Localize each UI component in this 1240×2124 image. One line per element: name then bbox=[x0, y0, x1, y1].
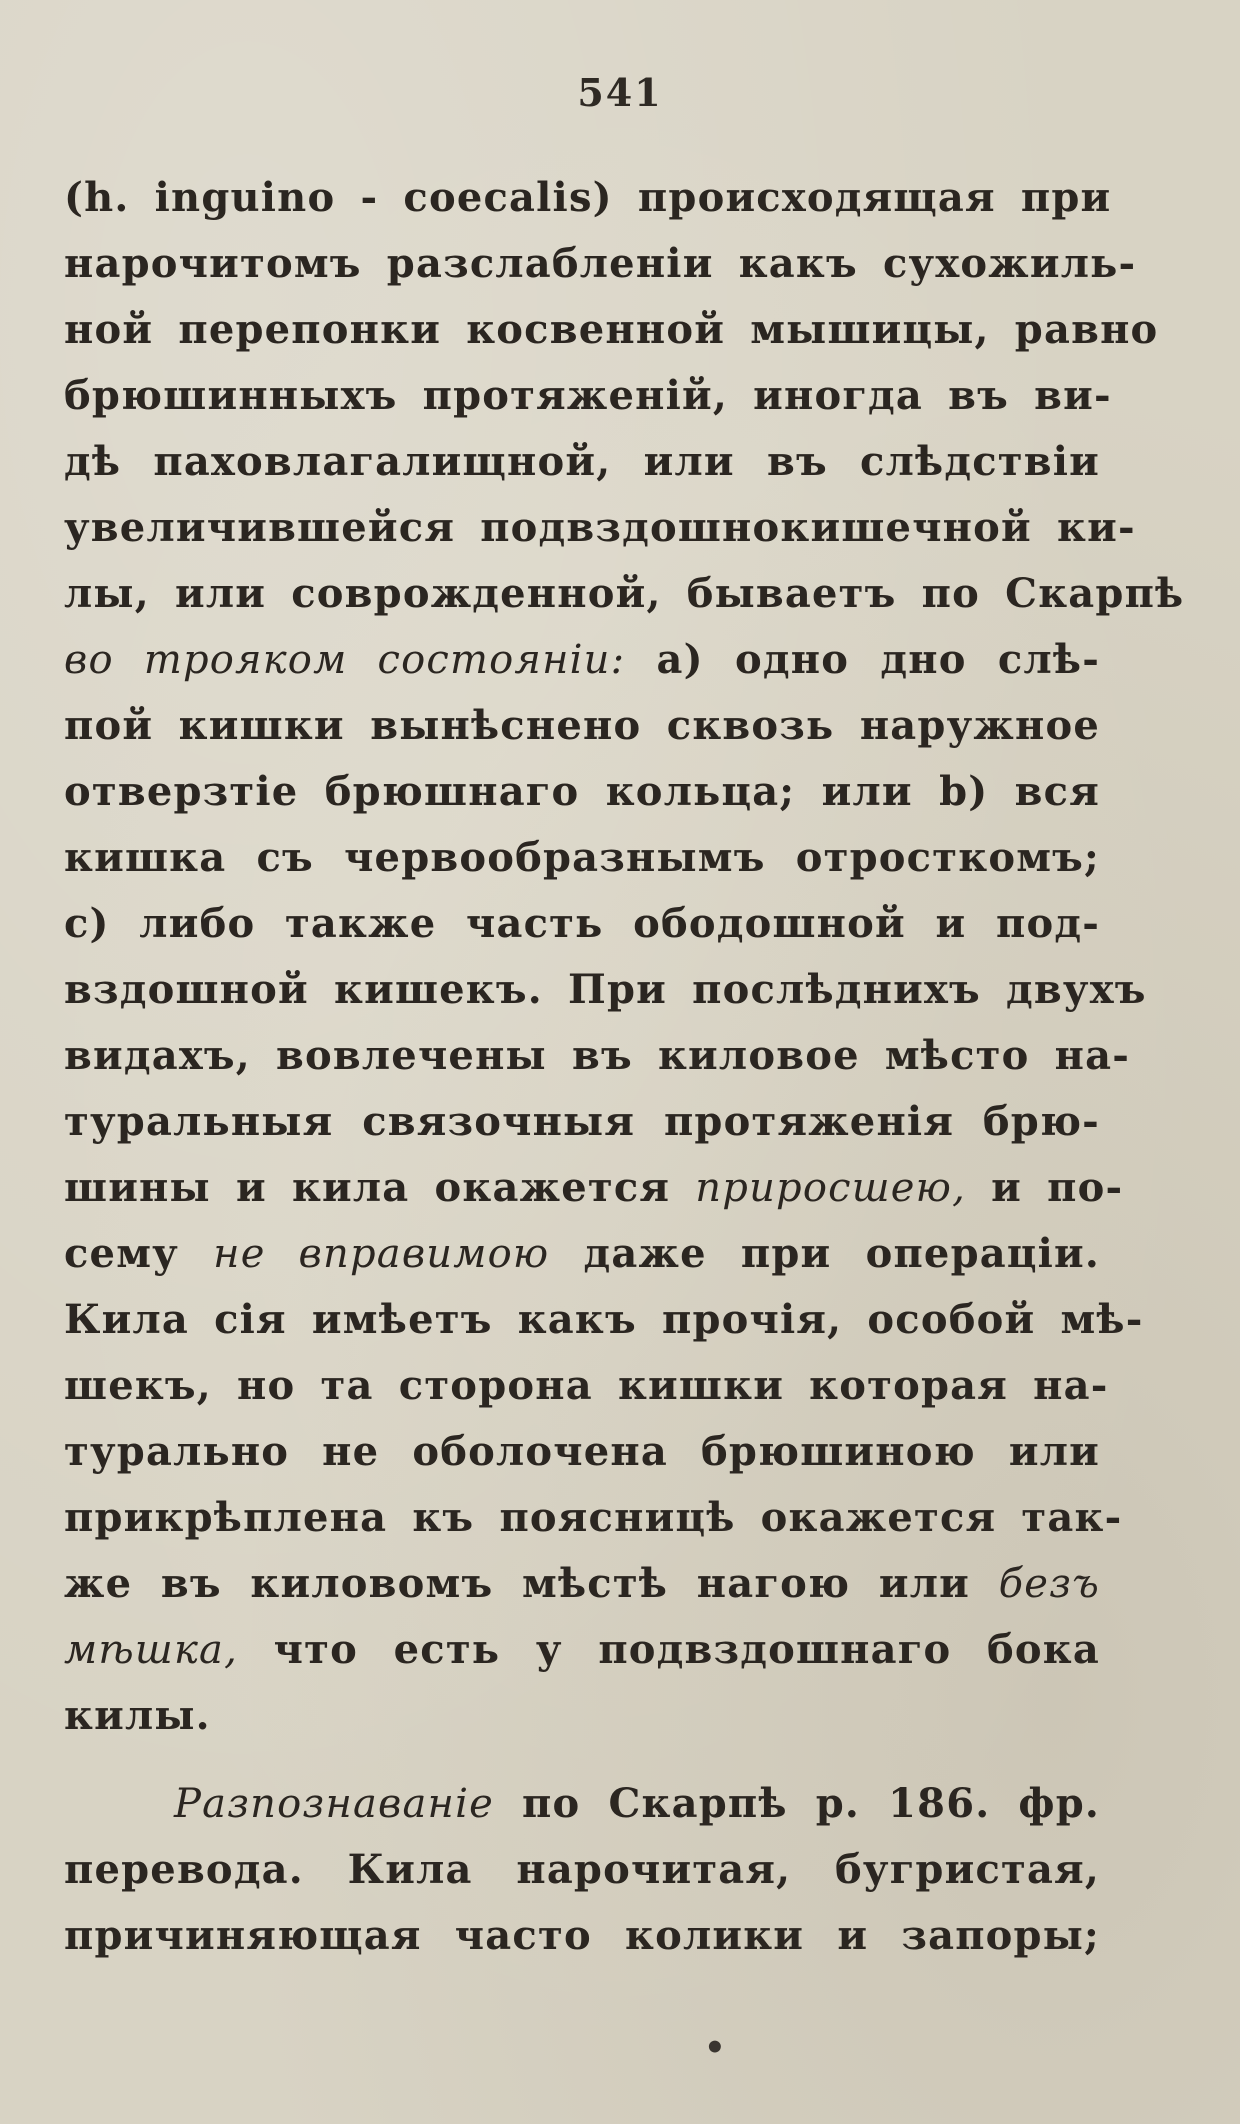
text-line: Разпознаваніе по Скарпѣ р. 186. фр. bbox=[174, 1780, 1100, 1827]
text-line: (h. inguino - coecalis) происходящая при bbox=[64, 174, 1112, 221]
text-line: же въ киловомъ мѣстѣ нагою или безъ bbox=[64, 1560, 1100, 1607]
italic-phrase: Разпознаваніе bbox=[174, 1781, 494, 1827]
text-line: нарочитомъ разслабленіи какъ сухожиль- bbox=[64, 240, 1137, 287]
text-line: кишка съ червообразнымъ отросткомъ; bbox=[64, 834, 1100, 881]
text-line: ной перепонки косвенной мышицы, равно bbox=[64, 306, 1159, 353]
text-line: лы, или соврожденной, бываетъ по Скарпѣ bbox=[64, 570, 1185, 617]
text-line: сему не вправимою даже при операціи. bbox=[64, 1230, 1101, 1277]
italic-phrase: во трояком состояніи: bbox=[64, 637, 626, 683]
italic-phrase: безъ bbox=[998, 1561, 1100, 1607]
body-text bbox=[64, 165, 1185, 1969]
text-line: турально не оболочена брюшиною или bbox=[64, 1428, 1100, 1475]
paragraph-2 bbox=[64, 1771, 1100, 1969]
text-line: во трояком состояніи: a) одно дно слѣ- bbox=[64, 636, 1100, 683]
text-line: отверзтіе брюшнаго кольца; или b) вся bbox=[64, 768, 1100, 815]
text-line: c) либо также часть ободошной и под- bbox=[64, 900, 1100, 947]
italic-phrase: приросшею, bbox=[695, 1165, 967, 1211]
text-line: видахъ, вовлечены въ киловое мѣсто на- bbox=[64, 1032, 1131, 1079]
text-line: шекъ, но та сторона кишки которая на- bbox=[64, 1362, 1109, 1409]
page-number: 541 bbox=[577, 70, 663, 115]
footer-mark: • bbox=[704, 2028, 726, 2068]
text-line: прикрѣплена къ поясницѣ окажется так- bbox=[64, 1494, 1123, 1541]
text-line: брюшинныхъ протяженій, иногда въ ви- bbox=[64, 372, 1112, 419]
text-line: Кила сія имѣетъ какъ прочія, особой мѣ- bbox=[64, 1296, 1144, 1343]
text-line: дѣ паховлагалищной, или въ слѣдствіи bbox=[64, 438, 1100, 485]
text-line: вздошной кишекъ. При послѣднихъ двухъ bbox=[64, 966, 1147, 1013]
text-line: увеличившейся подвздошнокишечной ки- bbox=[64, 504, 1136, 551]
text-line: причиняющая часто колики и запоры; bbox=[64, 1912, 1100, 1959]
text-line: шины и кила окажется приросшею, и по- bbox=[64, 1164, 1124, 1211]
text-line: мѣшка, что есть у подвздошнаго бока bbox=[64, 1626, 1100, 1673]
text-line: килы. bbox=[64, 1692, 211, 1739]
text-line: перевода. Кила нарочитая, бугристая, bbox=[64, 1846, 1100, 1893]
text-line: пой кишки вынѣснено сквозь наружное bbox=[64, 702, 1100, 749]
italic-phrase: мѣшка, bbox=[64, 1627, 238, 1673]
text-line: туральныя связочныя протяженія брю- bbox=[64, 1098, 1100, 1145]
paragraph-1 bbox=[64, 165, 1185, 1749]
paragraph-gap bbox=[64, 1749, 1100, 1771]
italic-phrase: не вправимою bbox=[213, 1231, 550, 1277]
